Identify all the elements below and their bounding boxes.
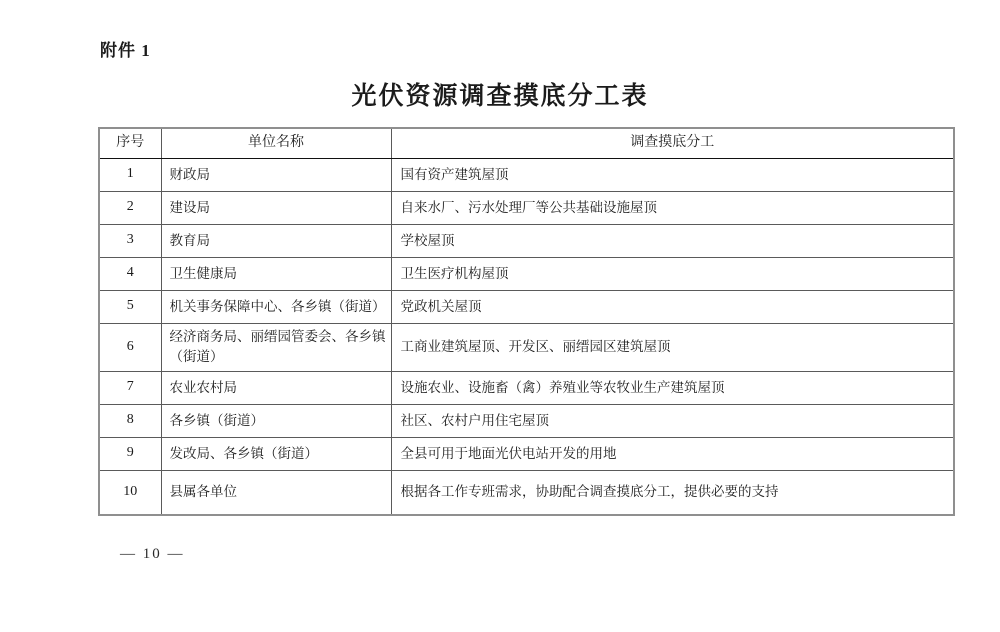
unit-name-cell: 农业农村局 [161,371,391,404]
row-number-cell: 9 [99,437,161,470]
task-cell: 全县可用于地面光伏电站开发的用地 [391,437,954,470]
header-row [99,128,954,158]
attachment-label: 附件 1 [100,41,151,60]
task-cell: 设施农业、设施畜（禽）养殖业等农牧业生产建筑屋顶 [391,371,954,404]
table-header [99,128,954,158]
row-number-cell: 10 [99,470,161,515]
task-cell: 卫生医疗机构屋顶 [391,257,954,290]
page-title: 光伏资源调查摸底分工表 [351,82,649,110]
task-cell: 学校屋顶 [391,224,954,257]
unit-name-cell: 财政局 [161,158,391,191]
table-row [99,290,954,323]
unit-name-cell: 教育局 [161,224,391,257]
table-row [99,158,954,191]
table-row [99,257,954,290]
table-row [99,224,954,257]
unit-name-cell: 卫生健康局 [161,257,391,290]
row-number-cell: 8 [99,404,161,437]
unit-name-cell: 县属各单位 [161,470,391,515]
table-row [99,437,954,470]
task-cell: 根据各工作专班需求，协助配合调查摸底分工，提供必要的支持 [391,470,954,515]
page-number: — 10 — [120,546,185,562]
table-row [99,404,954,437]
table-row [99,371,954,404]
table-row [99,470,954,515]
row-number-cell: 4 [99,257,161,290]
header-cell-task: 调查摸底分工 [391,128,954,158]
unit-name-cell: 机关事务保障中心、各乡镇（街道） [161,290,391,323]
task-cell: 国有资产建筑屋顶 [391,158,954,191]
row-number-cell: 2 [99,191,161,224]
row-number-cell: 5 [99,290,161,323]
unit-name-cell: 经济商务局、丽缙园管委会、各乡镇（街道） [161,323,391,371]
assignment-table [98,127,955,516]
row-number-cell: 7 [99,371,161,404]
row-number-cell: 6 [99,323,161,371]
task-cell: 社区、农村户用住宅屋顶 [391,404,954,437]
row-number-cell: 3 [99,224,161,257]
task-cell: 党政机关屋顶 [391,290,954,323]
task-cell: 自来水厂、污水处理厂等公共基础设施屋顶 [391,191,954,224]
unit-name-cell: 各乡镇（街道） [161,404,391,437]
table-body [99,158,954,515]
unit-name-cell: 建设局 [161,191,391,224]
table-row [99,191,954,224]
header-cell-unit: 单位名称 [161,128,391,158]
table-row [99,323,954,371]
row-number-cell: 1 [99,158,161,191]
task-cell: 工商业建筑屋顶、开发区、丽缙园区建筑屋顶 [391,323,954,371]
unit-name-cell: 发改局、各乡镇（街道） [161,437,391,470]
header-cell-number: 序号 [99,128,161,158]
